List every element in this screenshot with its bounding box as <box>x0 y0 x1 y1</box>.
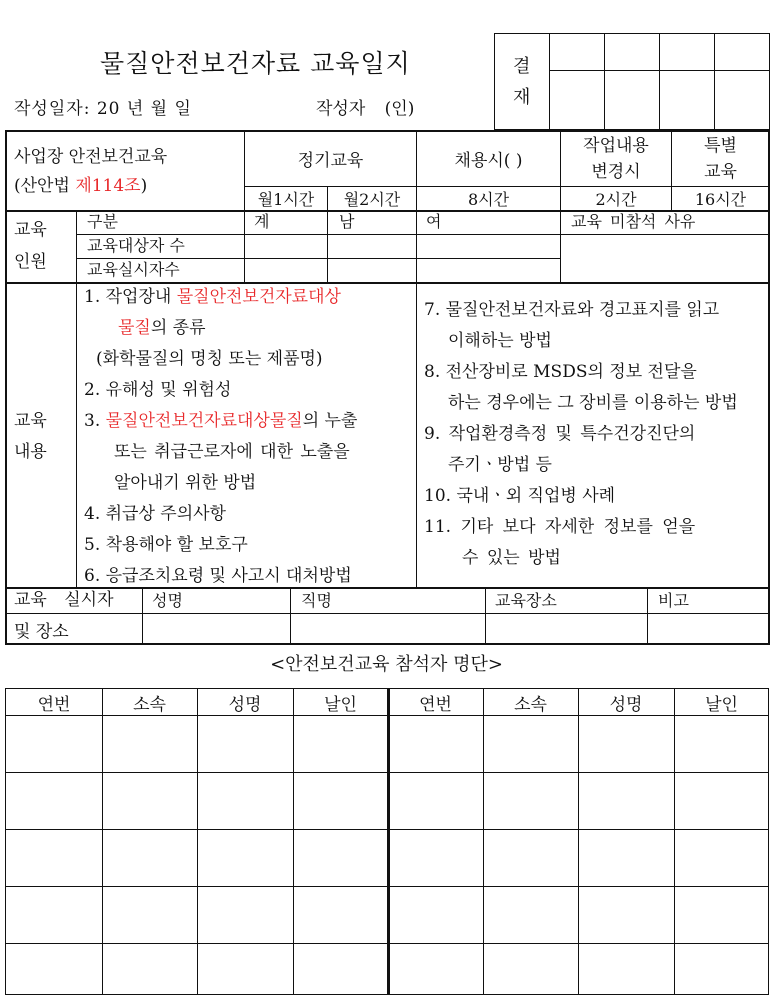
col-absence-reason: 교육 미참석 사유 <box>571 212 696 231</box>
attendee-cell[interactable] <box>7 716 101 772</box>
actual-total-input[interactable] <box>245 259 327 282</box>
attendee-cell[interactable] <box>389 716 482 772</box>
content-item-6: 6. 응급조치요령 및 사고시 대처방법 <box>84 566 352 586</box>
attendee-cell[interactable] <box>198 944 292 995</box>
attendee-cell[interactable] <box>389 830 482 886</box>
instructor-name-header: 성명 <box>152 591 183 610</box>
page-title: 물질안전보건자료 교육일지 <box>100 49 411 78</box>
job-change-training-option[interactable]: 작업내용 변경시 <box>583 135 649 182</box>
regular-training-option[interactable]: 정기교육 <box>297 151 364 171</box>
attendee-cell[interactable] <box>103 773 196 829</box>
content-item-1-note: (화학물질의 명칭 또는 제품명) <box>96 349 323 369</box>
content-item-11-cont: 수 있는 방법 <box>462 548 561 568</box>
attendee-cell[interactable] <box>294 716 387 772</box>
content-item-3-cont2: 알아내기 위한 방법 <box>114 473 257 493</box>
law-article: 제114조 <box>75 176 141 196</box>
attendee-cell[interactable] <box>103 887 196 943</box>
attendee-cell[interactable] <box>579 830 673 886</box>
instructor-position-input[interactable] <box>291 614 485 643</box>
attendee-cell[interactable] <box>198 887 292 943</box>
content-item-7: 7. 물질안전보건자료와 경고표지를 읽고 <box>424 300 720 320</box>
content-label-2: 내용 <box>14 442 47 462</box>
row-actual-count: 교육실시자수 <box>87 260 180 279</box>
attendee-cell[interactable] <box>389 944 482 995</box>
approval-box[interactable] <box>494 33 770 130</box>
attendee-cell[interactable] <box>484 716 577 772</box>
attendee-cell[interactable] <box>198 716 292 772</box>
attendee-cell[interactable] <box>579 887 673 943</box>
regular-hours-2: 월2시간 <box>343 190 401 209</box>
content-item-3: 3. 물질안전보건자료대상물질의 누출 <box>84 411 358 431</box>
instructor-label-2: 및 장소 <box>14 622 69 642</box>
special-hours: 16시간 <box>694 190 747 209</box>
date-label: 작성일자: 20 년 월 일 <box>14 99 192 119</box>
content-item-4: 4. 취급상 주의사항 <box>84 504 226 524</box>
hiring-hours: 8시간 <box>467 190 510 209</box>
target-male-input[interactable] <box>328 235 416 258</box>
content-item-5: 5. 착용해야 할 보호구 <box>84 535 248 555</box>
attendee-list-title: <안전보건교육 참석자 명단> <box>270 654 503 675</box>
attendee-cell[interactable] <box>579 716 673 772</box>
attendee-cell[interactable] <box>294 944 387 995</box>
actual-female-input[interactable] <box>417 259 560 282</box>
content-item-8-cont: 하는 경우에는 그 장비를 이용하는 방법 <box>448 393 738 413</box>
attendee-header-6: 소속 <box>514 694 547 715</box>
approval-label-1: 결 <box>513 56 531 77</box>
target-total-input[interactable] <box>245 235 327 258</box>
col-female: 여 <box>426 212 442 231</box>
row-target-count: 교육대상자 수 <box>87 236 185 255</box>
attendee-cell[interactable] <box>7 773 101 829</box>
attendee-header-2: 소속 <box>133 694 166 715</box>
special-training-option[interactable]: 특별 교육 <box>704 135 737 182</box>
attendee-table <box>5 688 769 995</box>
attendee-header-7: 성명 <box>609 694 643 715</box>
attendee-cell[interactable] <box>484 773 577 829</box>
attendee-cell[interactable] <box>675 773 768 829</box>
attendee-cell[interactable] <box>389 773 482 829</box>
attendee-cell[interactable] <box>103 830 196 886</box>
attendee-cell[interactable] <box>7 887 101 943</box>
attendee-header-1: 연번 <box>37 694 71 715</box>
regular-hours-1: 월1시간 <box>257 190 315 209</box>
col-category: 구분 <box>87 212 118 231</box>
personnel-label-1: 교육 <box>14 220 47 240</box>
attendee-cell[interactable] <box>579 944 673 995</box>
content-label-1: 교육 <box>14 411 47 431</box>
attendee-header-5: 연번 <box>419 694 452 715</box>
content-item-10: 10. 국내ㆍ외 직업병 사례 <box>424 486 616 506</box>
instructor-position-header: 직명 <box>301 591 332 610</box>
author-label: 작성자 (인) <box>316 99 415 119</box>
attendee-cell[interactable] <box>579 773 673 829</box>
content-item-9: 9. 작업환경측정 및 특수건강진단의 <box>424 424 696 444</box>
hiring-training-option[interactable]: 채용시( ) <box>454 151 523 171</box>
absence-reason-input[interactable] <box>561 235 769 282</box>
training-place-input[interactable] <box>486 614 647 643</box>
attendee-cell[interactable] <box>198 830 292 886</box>
content-item-9-cont: 주기ㆍ방법 등 <box>448 455 552 475</box>
attendee-cell[interactable] <box>675 830 768 886</box>
instructor-name-input[interactable] <box>143 614 290 643</box>
col-male: 남 <box>339 212 355 231</box>
attendee-header-3: 성명 <box>228 694 262 715</box>
attendee-cell[interactable] <box>7 830 101 886</box>
note-input[interactable] <box>648 614 769 643</box>
note-header: 비고 <box>658 591 689 610</box>
content-item-1-cont: 물질의 종류 <box>118 318 206 338</box>
law-reference: (산안법 제114조) <box>14 176 148 196</box>
attendee-cell[interactable] <box>198 773 292 829</box>
content-item-2: 2. 유해성 및 위험성 <box>84 380 232 400</box>
attendee-header-4: 날인 <box>324 694 357 715</box>
attendee-cell[interactable] <box>675 716 768 772</box>
personnel-label-2: 인원 <box>14 252 47 272</box>
attendee-cell[interactable] <box>484 887 577 943</box>
target-female-input[interactable] <box>417 235 560 258</box>
change-hours: 2시간 <box>595 190 637 209</box>
attendee-cell[interactable] <box>484 944 577 995</box>
attendee-cell[interactable] <box>484 830 577 886</box>
attendee-cell[interactable] <box>389 887 482 943</box>
instructor-label-1: 교육 실시자 <box>14 590 114 610</box>
training-place-header: 교육장소 <box>495 591 557 610</box>
content-item-3-cont: 또는 취급근로자에 대한 노출을 <box>114 442 350 462</box>
attendee-cell[interactable] <box>294 887 387 943</box>
attendee-cell[interactable] <box>7 944 101 995</box>
actual-male-input[interactable] <box>328 259 416 282</box>
approval-label-2: 재 <box>513 87 531 108</box>
training-scope-label: 사업장 안전보건교육 <box>14 147 168 167</box>
content-item-7-cont: 이해하는 방법 <box>448 331 552 351</box>
attendee-cell[interactable] <box>294 773 387 829</box>
attendee-cell[interactable] <box>103 944 196 995</box>
content-item-1: 1. 작업장내 물질안전보건자료대상 <box>84 287 341 307</box>
attendee-cell[interactable] <box>675 944 768 995</box>
attendee-cell[interactable] <box>294 830 387 886</box>
col-total: 계 <box>254 212 270 231</box>
attendee-header-8: 날인 <box>705 694 738 715</box>
content-item-11: 11. 기타 보다 자세한 정보를 얻을 <box>424 517 696 537</box>
content-item-8: 8. 전산장비로 MSDS의 정보 전달을 <box>424 362 697 382</box>
attendee-cell[interactable] <box>675 887 768 943</box>
attendee-cell[interactable] <box>103 716 196 772</box>
